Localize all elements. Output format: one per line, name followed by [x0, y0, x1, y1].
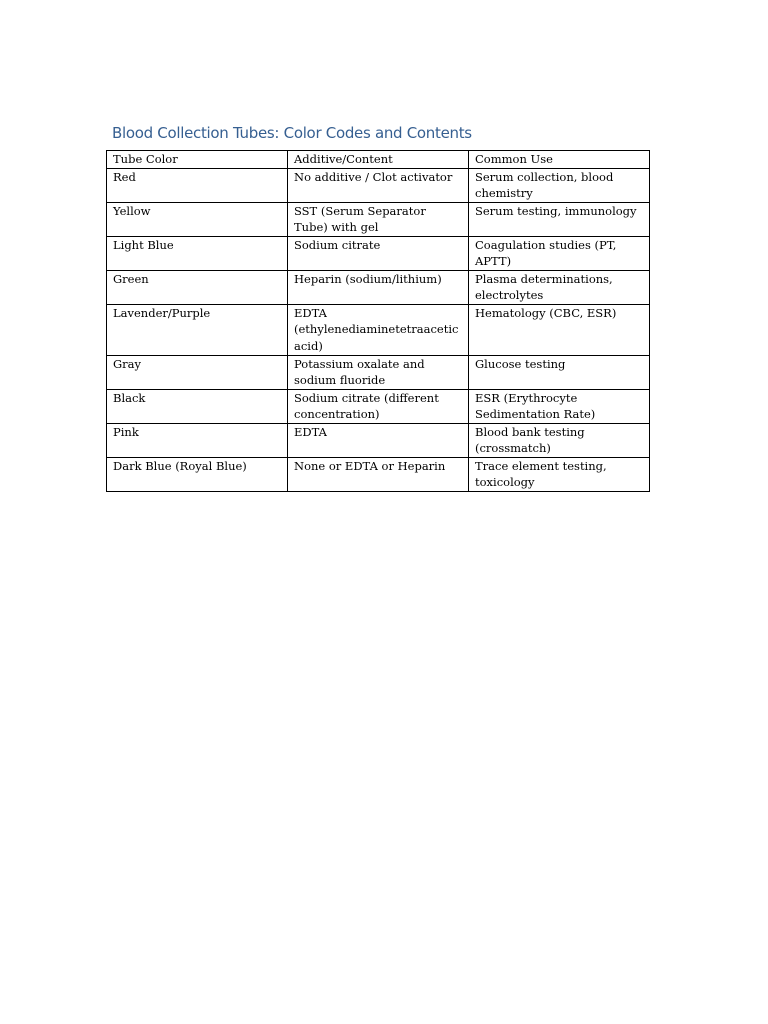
header-cell-common-use: Common Use [469, 151, 650, 169]
table-row [107, 202, 650, 236]
table-row [107, 389, 650, 423]
cell-common-use: Coagulation studies (PT, APTT) [469, 236, 650, 270]
cell-additive: No additive / Clot activator [288, 168, 469, 202]
header-cell-tube-color: Tube Color [107, 151, 288, 169]
cell-additive: Sodium citrate [288, 236, 469, 270]
cell-additive: EDTA [288, 423, 469, 457]
cell-additive: None or EDTA or Heparin [288, 457, 469, 491]
cell-tube-color: Yellow [107, 202, 288, 236]
cell-tube-color: Green [107, 270, 288, 304]
cell-additive: Sodium citrate (different concentration) [288, 389, 469, 423]
cell-tube-color: Gray [107, 355, 288, 389]
cell-additive: Potassium oxalate and sodium fluoride [288, 355, 469, 389]
table-row [107, 270, 650, 304]
table-row [107, 304, 650, 355]
table-row [107, 236, 650, 270]
cell-additive: EDTA (ethylenediaminetetraacetic acid) [288, 304, 469, 355]
cell-common-use: Blood bank testing (crossmatch) [469, 423, 650, 457]
header-cell-additive: Additive/Content [288, 151, 469, 169]
table-header-row [107, 151, 650, 169]
cell-tube-color: Lavender/Purple [107, 304, 288, 355]
cell-common-use: Glucose testing [469, 355, 650, 389]
cell-common-use: Trace element testing, toxicology [469, 457, 650, 491]
cell-additive: SST (Serum Separator Tube) with gel [288, 202, 469, 236]
cell-common-use: Plasma determinations, electrolytes [469, 270, 650, 304]
cell-common-use: Serum collection, blood chemistry [469, 168, 650, 202]
table-row [107, 355, 650, 389]
cell-tube-color: Black [107, 389, 288, 423]
cell-tube-color: Pink [107, 423, 288, 457]
cell-tube-color: Dark Blue (Royal Blue) [107, 457, 288, 491]
cell-tube-color: Light Blue [107, 236, 288, 270]
cell-tube-color: Red [107, 168, 288, 202]
table-row [107, 457, 650, 491]
cell-common-use: Hematology (CBC, ESR) [469, 304, 650, 355]
cell-common-use: Serum testing, immunology [469, 202, 650, 236]
table-row [107, 423, 650, 457]
tube-table [106, 150, 650, 492]
cell-common-use: ESR (Erythrocyte Sedimentation Rate) [469, 389, 650, 423]
cell-additive: Heparin (sodium/lithium) [288, 270, 469, 304]
table-row [107, 168, 650, 202]
document-title: Blood Collection Tubes: Color Codes and Contents [112, 124, 472, 142]
